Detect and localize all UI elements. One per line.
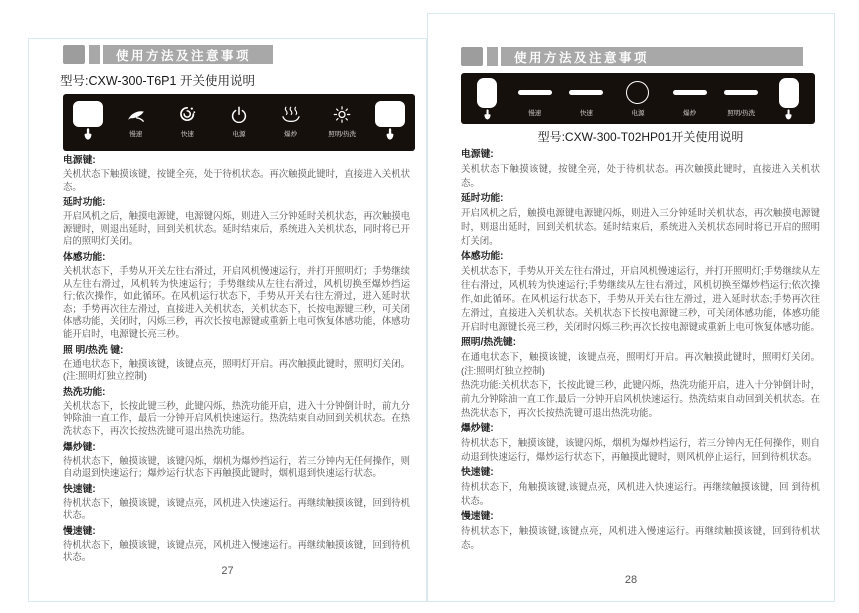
- key-label: 快速: [180, 131, 194, 138]
- section-heading: 电源键:: [63, 155, 96, 166]
- section-heading: 慢速键:: [461, 511, 494, 522]
- section-heading: 快速键:: [461, 467, 494, 478]
- instruction-sections: [461, 149, 820, 552]
- key-slow: [110, 94, 162, 151]
- key-label: 爆炒: [683, 110, 697, 117]
- key-label: 慢速: [528, 110, 542, 117]
- instruction-sections: [63, 155, 410, 564]
- hand-icon: [83, 128, 93, 140]
- section-body: 开启风机之后，触摸电源键，电源键闪烁，则进入三分钟延时关机状态，再次触摸电源键时，则退出延时，回到关机状态。延时结束后，系统进入关机状态，同时将已开启的照明灯关闭。: [63, 210, 410, 247]
- manual-page-left: [28, 38, 427, 602]
- key-label: 慢速: [129, 131, 143, 138]
- section-heading: 慢速键:: [63, 525, 96, 537]
- dash-key-icon: [569, 78, 603, 106]
- section-heading: 延时功能:: [63, 197, 106, 209]
- hand-icon: [385, 128, 395, 140]
- section-body: 关机状态下，手势从开关左往右滑过，开启风机慢速运行，并打开照明灯;手势继续从左往右滑过，风机转为快速运行;手势继续从左往右滑过，风机切换至爆炒档运行;依次操作,如此循环。在风机运行状态下，手势从开关右往左滑过，进入延时状态;手势再次往左滑过，直接进入关机状态。关机状态下长按电源键三秒，可关闭体感功能，体感功能开启时电源键长亮三秒，关闭时闪烁三秒;再次长按电源键或重新上电可恢复体感功能。: [461, 265, 820, 332]
- control-panel-t02hp01: [461, 73, 815, 124]
- touch-pad: [375, 101, 405, 127]
- key-label: 电源: [232, 131, 246, 138]
- section-body: 在通电状态下，触摸该键，该键点亮，照明灯开启。再次触摸此键时，照明灯关闭。(注:照明灯独立控制): [63, 357, 410, 382]
- key-label: 电源: [631, 110, 645, 117]
- section-heading: 体感功能:: [461, 251, 504, 262]
- section-heading: 爆炒键:: [63, 441, 96, 453]
- section-header: [461, 47, 820, 66]
- key-slow: [509, 73, 561, 124]
- key-light-wash: [715, 73, 767, 124]
- section-heading: 快速键:: [63, 483, 96, 495]
- key-power: [213, 94, 265, 151]
- key-label: 快速: [579, 110, 593, 117]
- section-body: 关机状态下，长按此键三秒，此键闪烁，热洗功能开启，进入十分钟倒计时，前九分钟除油一直工作，最后一分钟开启风机快速运行。热洗结束自动回到关机状态。在热洗状态下，再次长按热洗键可退出热洗功能。: [63, 399, 410, 436]
- hand-icon: [784, 109, 793, 120]
- section-body: 待机状态下，触摸该键，该键点亮，风机进入慢速运行。再继续触摸该键，回到待机状态。: [63, 538, 410, 563]
- section-body: 在通电状态下，触摸该键，该键点亮，照明灯开启。再次触摸此键时，照明灯关闭。(注:照明灯独立控制): [461, 351, 820, 376]
- touch-zone-right: [368, 94, 412, 151]
- key-label: 爆炒: [284, 131, 298, 138]
- header-title: 使用方法及注意事项: [514, 50, 650, 65]
- key-fast: [162, 94, 214, 151]
- manual-page-right: [427, 13, 835, 602]
- touch-zone-left: [465, 73, 509, 124]
- dash-key-icon: [673, 78, 707, 106]
- model-title: 型号:CXW-300-T02HP01开关使用说明: [537, 130, 744, 144]
- section-body-runin: 热洗功能:关机状态下，长按此键三秒，此键闪烁，热洗功能开启，进入十分钟倒计时，前九分钟除油一直工作,最后一分钟开启风机快速运行。热洗结束自动回到关机状态。在热洗状态下，再次长按热洗键可退出热洗功能。: [461, 379, 820, 418]
- fast-fan-icon: [178, 101, 196, 127]
- section-heading: 体感功能:: [63, 251, 106, 263]
- key-label: 照明/热洗: [727, 110, 756, 117]
- header-bar: [501, 47, 803, 66]
- section-body: 待机状态下，触摸该键，该键闪烁，烟机为爆炒挡运行，若三分钟内无任何操作，则自动退到快速运行；爆炒运行状态下再触摸此键时，烟机退到快速运行状态。: [63, 454, 410, 479]
- section-header: [63, 45, 410, 64]
- touch-pad: [477, 78, 497, 108]
- key-fast: [561, 73, 613, 124]
- header-title: 使用方法及注意事项: [116, 48, 252, 63]
- section-body: 待机状态下，角触摸该键,该键点亮，风机进入快速运行。再继续触摸该键，回 到待机状态。: [461, 481, 820, 506]
- section-heading: 延时功能:: [461, 193, 504, 204]
- key-light-wash: [316, 94, 368, 151]
- dash-key-icon: [724, 78, 758, 106]
- key-stirfry: [664, 73, 716, 124]
- touch-pad: [779, 78, 799, 108]
- key-power: [612, 73, 664, 124]
- power-ring-icon: [626, 78, 649, 106]
- key-stirfry: [265, 94, 317, 151]
- section-body: 待机状态下，触摸该键,该键点亮，风机进入慢速运行。再继续触摸该键，回到待机状态。: [461, 525, 820, 550]
- touch-zone-left: [66, 94, 110, 151]
- slow-fan-icon: [127, 101, 145, 127]
- section-heading: 爆炒键:: [461, 423, 494, 434]
- light-wash-icon: [333, 101, 351, 127]
- section-heading: 照 明/热洗 键:: [63, 344, 124, 356]
- control-panel-t6p1: [63, 94, 415, 151]
- section-body: 待机状态下，触摸该键，该键点亮，风机进入快速运行。再继续触摸该键，回到待机状态。: [63, 496, 410, 521]
- section-heading: 电源键:: [461, 149, 494, 160]
- header-bar: [103, 45, 273, 64]
- section-body: 待机状态下，触摸该键，该键闪烁，烟机为爆炒档运行，若三分钟内无任何操作，则自动退到快速运行，爆炒运行状态下，再触摸此键时，则风机停止运行，回到待机状态。: [461, 437, 820, 462]
- section-body: 关机状态下触摸该键，按键全亮，处于待机状态。再次触摸此键时，直接进入关机状态。: [63, 168, 410, 192]
- key-label: 照明/热洗: [328, 131, 357, 138]
- section-body: 关机状态下触摸该键，按键全亮，处于待机状态。再次触摸此键时，直接进入关机状态。: [461, 163, 820, 188]
- dash-key-icon: [518, 78, 552, 106]
- touch-zone-right: [767, 73, 811, 124]
- section-heading: 热洗功能:: [63, 386, 106, 398]
- section-heading: 照明/热洗键:: [461, 337, 516, 348]
- touch-pad: [73, 101, 103, 127]
- page-number: 28: [624, 574, 638, 586]
- model-title: 型号:CXW-300-T6P1 开关使用说明: [60, 74, 255, 88]
- section-body: 关机状态下，手势从开关左往右滑过，开启风机慢速运行，并打开照明灯；手势继续从左往右滑过，风机转为快速运行；手势继续从左往右滑过，风机切换至爆炒挡运行;依次操作，如此循环。在风机运行状态下，手势从开关右往左滑过，进入延时状态；手势再次往左滑过，直接进入关机状态，关机状态下，长按电源键三秒，可关闭体感功能，关闭时，闪烁三秒，再次长按电源键或重新上电可恢复体感功能，体感功能开启时，电源键长亮三秒。: [63, 264, 410, 339]
- header-square-decor: [63, 45, 85, 64]
- header-square-decor: [461, 47, 483, 66]
- page-number: 27: [221, 565, 234, 577]
- header-strip-decor: [89, 45, 100, 64]
- header-strip-decor: [487, 47, 498, 66]
- power-icon: [230, 101, 248, 127]
- stir-fry-icon: [281, 101, 301, 127]
- hand-icon: [483, 109, 492, 120]
- section-body: 开启风机之后，触摸电源键电源键闪烁，则进入三分钟延时关机状态，再次触摸电源键时，则退出延时，回到关机状态。延时结束后，系统进入关机状态同时将已开启的照明灯关闭。: [461, 207, 820, 246]
